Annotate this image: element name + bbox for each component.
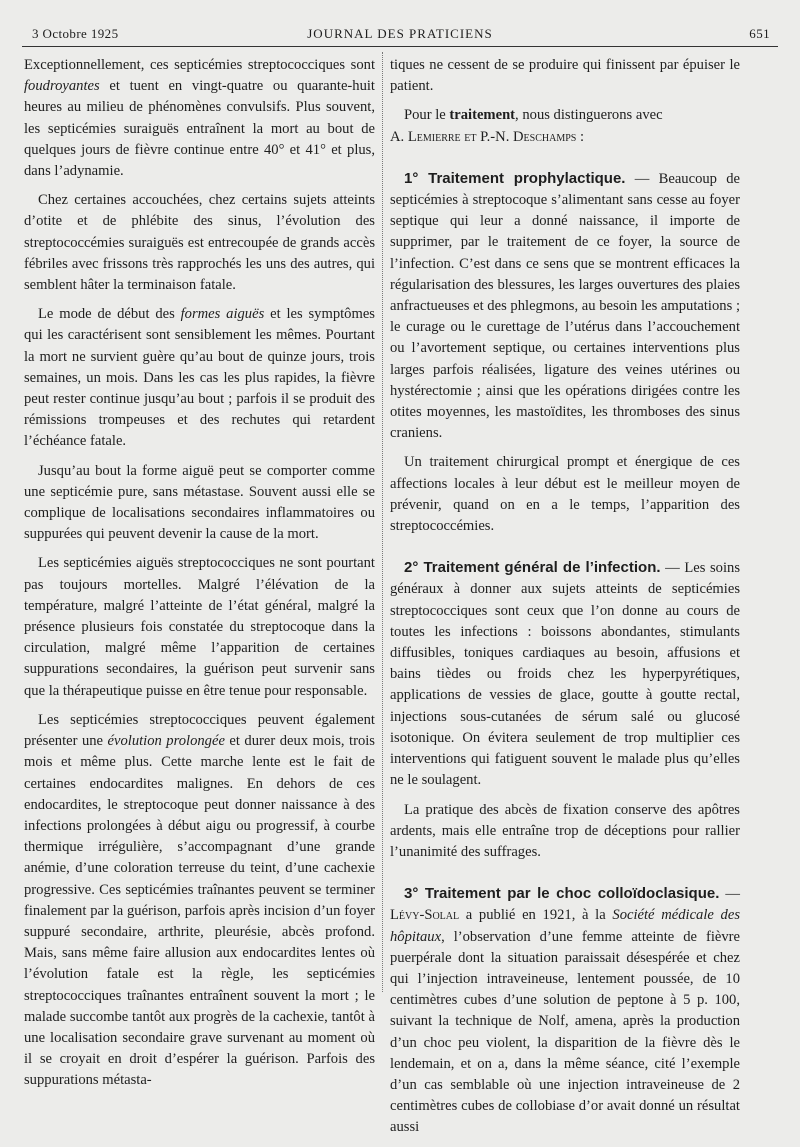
text-run: Les septicémies streptococciques peuvent également présenter une (24, 711, 375, 750)
header-journal-title: JOURNAL DES PRATICIENS (307, 26, 493, 41)
section-heading: 2° Traitement général de l’infection. (404, 559, 661, 577)
right-column (390, 55, 740, 1147)
header-page-number: 651 (749, 26, 770, 41)
column-divider (382, 52, 383, 992)
text-run: — Beaucoup de septicémies à streptocoque s’alimentant sans cesse au foyer septique qui leur a donné naissance, il importe de supprimer, par le traitement de ce foyer, la source de l’infection. C’est dans ce sens que se montrent efficaces la régularisation des blessures, les larges ouvertures des plaies anfractueuses et des phlegmons, au besoin les amputations ; le curage ou le curettage de l’utérus dans l’accouchement ou l’avortement septique, ou certaines interventions plus larges parfois réalisées, ligature des veines utérines ou hystérectomie ; ainsi que les opérations dirigées contre les otites moyennes, les mastoïdites, les thromboses des sinus craniens. (390, 170, 741, 442)
header-date: 3 Octobre 1925 (32, 26, 119, 41)
text-run: — Les soins généraux à donner aux sujets atteints de septicémies streptococciques sont ceux que l’on donne au cours de toutes les infections : boissons abondantes, stimulants diffusibles, toniques cardiaques au besoin, affusions et bains tièdes ou froids chez les hyperpyrétiques, applications de vessies de glace, goutte à goutte rectal, injections sous-cutanées de sérum salé ou glucosé isotonique. On évitera seulement de trop multiplier ces interventions qui fatiguent souvent le malade plus qu’elles ne le soulagent. (390, 560, 740, 789)
author-name: Lévy-Solal (390, 907, 460, 924)
section-colloidoclasic-shock (390, 883, 740, 1138)
text-run: a publié en 1921, à la (459, 907, 613, 924)
emphasis: évolution prolongée (107, 733, 225, 750)
emphasis: foudroyantes (24, 78, 100, 95)
paragraph: Un traitement chirurgical prompt et énergique de ces affections locales à leur début est le meilleur moyen de prévenir, quand on en a le temps, l’apparition des streptococcémies. (390, 454, 740, 535)
text-run: , nous distinguerons avec (515, 107, 663, 124)
author-names: A. Lemierre et P.-N. Deschamps : (390, 128, 585, 145)
bold-term: traitement (449, 107, 516, 124)
paragraph: Chez certaines accouchées, chez certains sujets atteints d’otite et de phlébite des sinus, l’évolution des streptococcémies suraiguës est entrecoupée de grands accès fébriles avec frissons très rapprochés les uns des autres, qui semblent hâter la terminaison fatale. (24, 192, 375, 294)
paragraph (390, 105, 740, 147)
section-heading: 3° Traitement par le choc colloïdoclasique. (404, 885, 720, 903)
text-run: Pour le (404, 107, 450, 124)
header-rule (22, 46, 778, 47)
left-column (24, 55, 375, 1100)
paragraph (24, 710, 375, 1092)
text-run: et tuent en vingt-quatre ou quarante-huit heures au milieu de phénomènes convulsifs. Plus souvent, les septicémies suraiguës entraînent la mort au bout de quelques jours de fièvre continue entre 40° et 41° et plus, dans l’adynamie. (24, 78, 375, 180)
text-run: — (719, 886, 740, 903)
paragraph: Les septicémies aiguës streptococciques ne sont pourtant pas toujours mortelles. Malgré l’élévation de la température, malgré l’atteinte de l’état général, malgré la présence plusieurs fois constatée du streptocoque dans la circulation, malgré même l’apparition de certaines suppurations secondaires, la guérison peut survenir sans que la thérapeutique puisse en être tenue pour responsable. (24, 555, 375, 699)
text-run: Le mode de début des (38, 306, 181, 323)
section-prophylactic (390, 168, 740, 445)
section-heading: 1° Traitement prophylactique. (404, 169, 626, 187)
paragraph: La pratique des abcès de fixation conserve des apôtres ardents, mais elle entraîne trop de déceptions pour rallier l’unanimité des suffrages. (390, 801, 740, 860)
emphasis: formes aiguës (180, 306, 265, 323)
emphasis: Société médicale des hôpitaux (390, 907, 740, 945)
section-general-treatment (390, 557, 740, 791)
text-run: et durer deux mois, trois mois et même plus. Cette marche lente est le fait de certaines endocardites malignes. En dehors de ces endocardites, le streptocoque peut donner naissance à des infections prolongées à début aigu ou progressif, à courbe thermique irrégulière, s’accompagnant d’une grande anémie, d’une coloration terreuse du teint, d’une cachexie progressive. Ces septicémies traînantes peuvent se terminer finalement par la guérison, parfois après incision d’un foyer suppuré secondaire, arthrite, pleurésie, abcès profond. Mais, sans même faire allusion aux endocardites lentes où l’évolution fatale est la règle, les septicémies streptococciques traînantes entraînent souvent la mort ; le malade succombe tantôt aux progrès de la cachexie, tantôt à une localisation secondaire grave survenant au moment où il se croyait en droit d’espérer la guérison. Parfois des suppurations métasta- (24, 733, 375, 1089)
paragraph: Jusqu’au bout la forme aiguë peut se comporter comme une septicémie pure, sans métastase. Souvent aussi elle se complique de localisations secondaires inflammatoires ou suppurées qui peuvent devenir la cause de la mort. (24, 462, 375, 543)
paragraph: tiques ne cessent de se produire qui finissent par épuiser le patient. (390, 57, 740, 95)
paragraph (24, 55, 375, 182)
paragraph (24, 304, 375, 452)
text-run: Exceptionnellement, ces septicémies streptococciques sont (24, 57, 375, 73)
text-run: et les symptômes qui les caractérisent sont sensiblement les mêmes. Pourtant la mort ne survient guère qu’au bout de quinze jours, trois semaines, un mois. Dans les cas les plus rapides, la fièvre peut rester continue jusqu’au bout ; parfois il se produit des rémissions trompeuses et des rechutes qui retardent l’échéance fatale. (24, 306, 375, 450)
running-header (22, 24, 778, 44)
text-run: , l’observation d’une femme atteinte de fièvre puerpérale dont la situation paraissait désespérée et chez qui l’injection intraveineuse, lentement poussée, de 10 centimètres cubes d’une solution de peptone à 5 p. 100, suivant la technique de Nolf, amena, après la production d’un choc peu violent, la disparition de la fièvre dès le lendemain, et on a, dans la même séance, cité l’exemple d’un cas semblable où une injection intraveineuse de 2 centimètres cubes de collobiase d’or avait donné un résultat aussi (390, 928, 740, 1136)
